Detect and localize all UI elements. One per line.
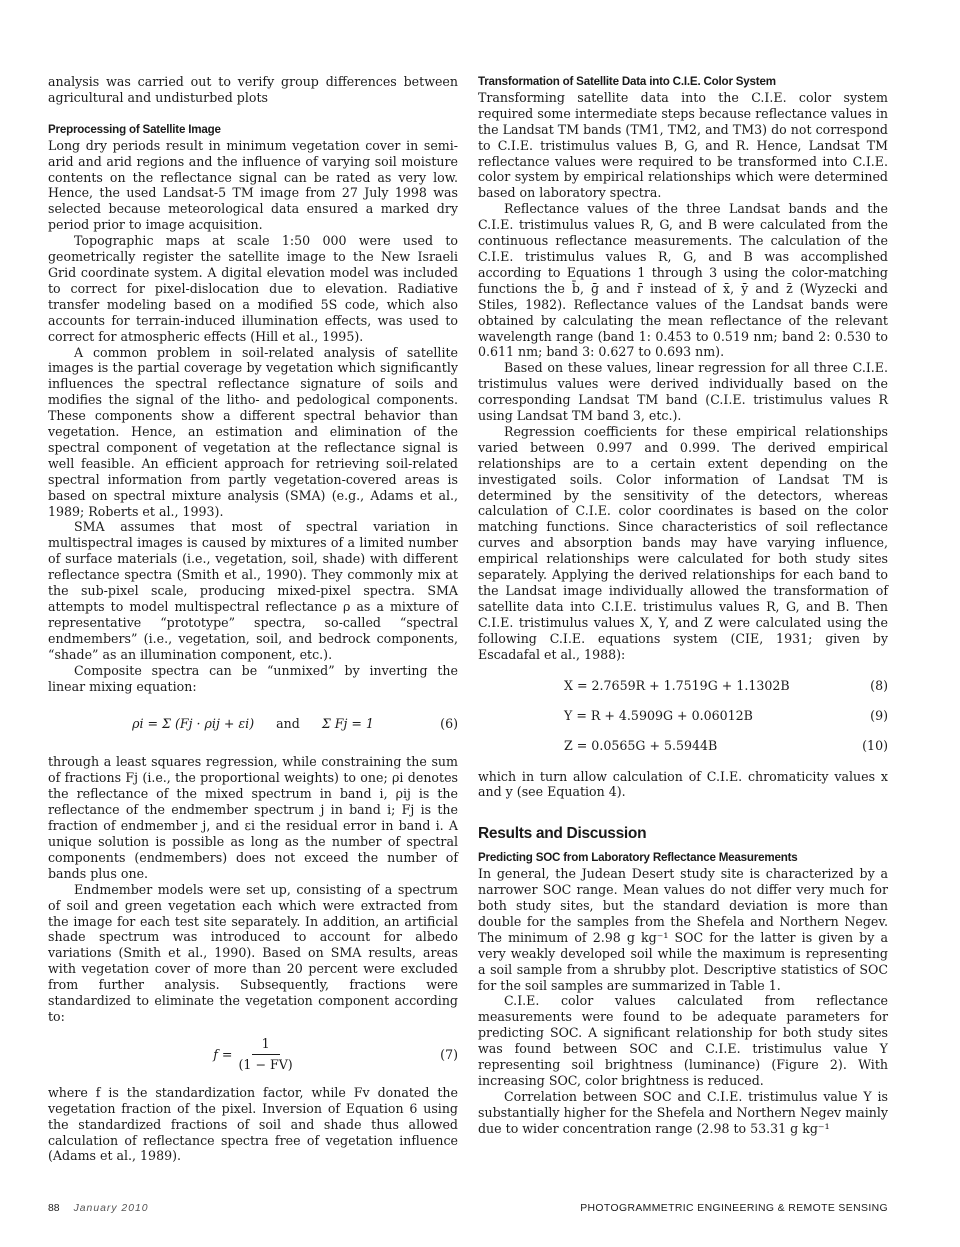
equation-8 <box>478 671 888 701</box>
equation-number: (6) <box>440 716 458 732</box>
paragraph: through a least squares regression, while constraining the sum of fractions Fj (i.e., the proportional weights) to one; ρi denotes the reflectance of the mixed spectrum in band i, ρij is the reflectance of the endmember spectrum j in band i; Fj is the fraction of endmember j, and εi the residual error in band i. A unique solution is possible as long as the number of spectral components (endmembers) does not exceed the number of bands plus one. <box>48 754 458 881</box>
equation-number: (9) <box>870 707 888 723</box>
equation-7 <box>48 1025 458 1085</box>
page-number: 88 <box>48 1203 60 1214</box>
issue-date: January 2010 <box>73 1203 149 1214</box>
equation-6-left: ρi = Σ (Fj · ρij + εi) <box>132 716 255 732</box>
subsection-heading: Transformation of Satellite Data into C.I.E. Color System <box>478 75 776 88</box>
paragraph: SMA assumes that most of spectral variation in multispectral images is caused by mixtures of a limited number of surface materials (i.e., vegetation, soil, shade) with different reflectance spectra (Smith et al., 1990). They commonly mix at the sub-pixel scale, producing mixed-pixel spectra. SMA attempts to model multispectral reflectance ρ as a mixture of representative “prototype” spectra, so-called “spectral endmembers” (i.e., vegetation, soil, and bedrock components, “shade” as an illumination component, etc.). <box>48 519 458 662</box>
right-column <box>478 74 888 1137</box>
subsection-heading: Preprocessing of Satellite Image <box>48 122 221 136</box>
paragraph: which in turn allow calculation of C.I.E. chromaticity values x and y (see Equation 4). <box>478 768 888 800</box>
paragraph: Correlation between SOC and C.I.E. tristimulus value Y is substantially higher for the Shefela and Northern Negev mainly due to wider concentration range (2.98 to 53.31 g kg⁻¹ <box>478 1088 888 1136</box>
paragraph: Transforming satellite data into the C.I.E. color system required some intermediate steps because reflectance values in the Landsat TM bands (TM1, TM2, and TM3) do not correspond to C.I.E. tristimulus values B, G, and R. Hence, Landsat TM reflectance values were required to be transformed into C.I.E. color system by empirical relationships which were determined based on laboratory spectra. <box>478 89 888 201</box>
equation-9 <box>478 701 888 731</box>
paragraph: Topographic maps at scale 1:50 000 were used to geometrically register the satellite image to the New Israeli Grid coordinate system. A digital elevation model was included to correct for pixel-dislocation due to elevation. Radiative transfer modeling based on a modified 5S code, which also accounts for terrain-induced illumination effects, was used to correct for atmospheric effects (Hill et al., 1995). <box>48 233 458 344</box>
paragraph: analysis was carried out to verify group differences between agricultural and undisturbed plots <box>48 74 458 105</box>
paragraph: C.I.E. color values calculated from reflectance measurements were found to be adequate parameters for predicting SOC. A significant relationship for both study sites was found between SOC and C.I.E. tristimulus value Y representing soil brightness (luminance) (Figure 2). With increasing SOC, color brightness is reduced. <box>478 993 888 1088</box>
equation-number: (7) <box>440 1046 458 1062</box>
paragraph: A common problem in soil-related analysis of satellite images is the partial coverage by vegetation which significantly influences the spectral reflectance signature of soils and modifies the signal of the litho- and pedological components. These components show a different spectral behavior than vegetation. Hence, an estimation and elimination of the spectral component of vegetation at the reflectance signal is well feasible. An efficient approach for retrieving soil-related spectral information from partly vegetation-covered areas is based on spectral mixture analysis (SMA) (e.g., Adams et al., 1989; Roberts et al., 1993). <box>48 344 458 519</box>
equation-9-body: Y = R + 4.5909G + 0.06012B <box>564 707 753 723</box>
section-heading: Results and Discussion <box>478 825 647 843</box>
equation-7-fraction <box>238 1036 292 1073</box>
equation-7-lhs: f = <box>213 1046 233 1062</box>
paragraph: where f is the standardization factor, while Fv donated the vegetation fraction of the pixel. Inversion of Equation 6 using the standardized fractions of soil and shade thus allowed calculation of reflectance spectra free of vegetation influence (Adams et al., 1989). <box>48 1084 458 1164</box>
equation-10-body: Z = 0.0565G + 5.5944B <box>564 737 718 753</box>
paragraph: Based on these values, linear regression for all three C.I.E. tristimulus values were derived individually based on the corresponding Landsat TM band (C.I.E. tristimulus values R using Landsat TM band 3, etc.). <box>478 360 888 424</box>
equation-8-body: X = 2.7659R + 1.7519G + 1.1302B <box>564 677 790 693</box>
subsection-heading: Predicting SOC from Laboratory Reflectance Measurements <box>478 851 798 865</box>
equation-number: (8) <box>870 677 888 693</box>
left-column <box>48 74 458 1164</box>
paragraph: Regression coefficients for these empirical relationships varied between 0.997 and 0.999. The derived empirical relationships are to a certain extent depending on the investigated soils. Color information of Landsat TM is determined by the sensitivity of the detectors, whereas calculation of C.I.E. color coordinates is based on the color matching functions. Since characteristics of soil reflectance curves and absorption bands may have varying influence, empirical relationships were calculated for both study sites separately. Applying the derived relationships for each band to the Landsat image individually allowed the transformation of satellite data into C.I.E. tristimulus values R, G, and B. Then C.I.E. tristimulus values X, Y, and Z were calculated using the following C.I.E. equations system (CIE, 1931; given by Escadafal et al., 1988): <box>478 423 888 662</box>
paragraph: In general, the Judean Desert study site is characterized by a narrower SOC range. Mean values do not differ very much for both study sites, but the standard deviation is more than double for the samples from the Shefela and Northern Negev. The minimum of 2.98 g kg⁻¹ SOC for the latter is given by a very weakly developed soil while the maximum is representing a soil sample from a shrubby plot. Descriptive statistics of SOC for the soil samples are summarized in Table 1. <box>478 866 888 993</box>
paragraph: Reflectance values of the three Landsat bands and the C.I.E. tristimulus values R, G, and B were calculated from the continuous reflectance measurements. The calculation of the C.I.E. tristimulus values R, G, and B was accomplished according to Equations 1 through 3 using the color-matching functions the b̄, ḡ and r̄ instead of x̄, ȳ and z̄ (Wyzecki and Stiles, 1982). Reflectance values of the Landsat bands were obtained by calculating the mean reflectance of the relevant wavelength range (band 1: 0.453 to 0.519 nm; band 2: 0.530 to 0.611 nm; band 3: 0.627 to 0.693 nm). <box>478 201 888 360</box>
paragraph: Endmember models were set up, consisting of a spectrum of soil and green vegetation each which were extracted from the image for each test site separately. In addition, an artificial shade spectrum was introduced to account for albedo variations (Smith et al., 1990). Based on SMA results, areas with vegetation cover of more than 20 percent were excluded from further analysis. Subsequently, fractions were standardized to eliminate the vegetation component according to: <box>48 881 458 1024</box>
page-footer <box>48 1203 888 1214</box>
equation-6-and: and <box>276 716 300 732</box>
equation-number: (10) <box>862 737 888 753</box>
paragraph: Long dry periods result in minimum vegetation cover in semi-arid and arid regions and the influence of varying soil moisture contents on the reflectance signal can be rated as very low. Hence, the used Landsat-5 TM image from 27 July 1998 was selected because meteorological data ensured a marked dry period prior to image acquisition. <box>48 137 458 233</box>
fraction-denominator: (1 − FV) <box>238 1057 293 1073</box>
paragraph: Composite spectra can be “unmixed” by inverting the linear mixing equation: <box>48 662 458 694</box>
fraction-numerator: 1 <box>252 1036 280 1055</box>
equation-10 <box>478 731 888 761</box>
equation-6-right: Σ Fj = 1 <box>321 716 374 732</box>
journal-name: PHOTOGRAMMETRIC ENGINEERING & REMOTE SENSING <box>580 1203 888 1214</box>
equation-6 <box>48 694 458 754</box>
